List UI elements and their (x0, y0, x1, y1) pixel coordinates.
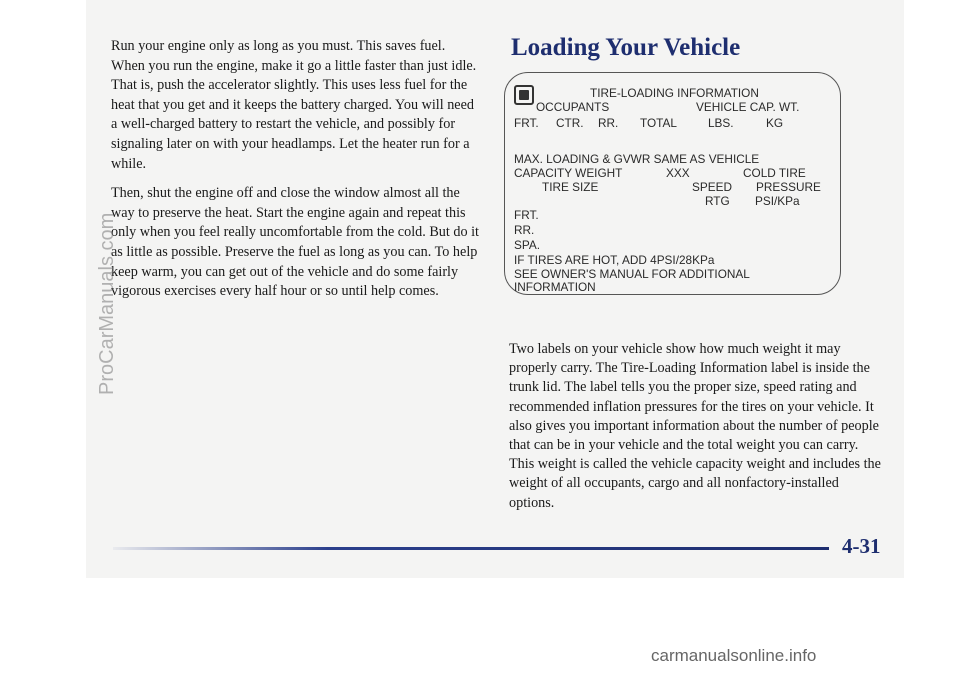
tire-label-icon (514, 85, 534, 105)
label-psi-kpa: PSI/KPa (755, 194, 800, 208)
page-number: 4-31 (842, 534, 881, 558)
label-row-frt: FRT. (514, 208, 539, 222)
label-row-rr: RR. (514, 223, 535, 237)
paragraph-engine: Run your engine only as long as you must. This saves fuel. When you run the engine, make it go a little faster than just idle. That is, push the accelerator slightly. This uses less fuel for the heat that you get and it keeps the battery charged. You will need a well-charged battery to restart the vehicle, and possibly for signaling later on with your headlamps. Let the heater run for a while. (111, 38, 477, 172)
label-title: TIRE-LOADING INFORMATION (590, 86, 759, 100)
label-see-manual: SEE OWNER'S MANUAL FOR ADDITIONAL (514, 267, 750, 281)
label-rtg: RTG (705, 194, 730, 208)
label-tire-size: TIRE SIZE (542, 180, 599, 194)
label-total: TOTAL (640, 116, 677, 130)
side-watermark: ProCarManuals.com (96, 212, 118, 395)
label-cold-tire: COLD TIRE (743, 166, 806, 180)
tire-loading-label (504, 72, 841, 295)
label-frt: FRT. (514, 116, 539, 130)
label-kg: KG (766, 116, 784, 130)
label-rr: RR. (598, 116, 619, 130)
label-lbs: LBS. (708, 116, 734, 130)
bottom-watermark: carmanualsonline.info (651, 646, 817, 665)
label-capacity-weight: CAPACITY WEIGHT (514, 166, 623, 180)
left-column (111, 37, 481, 312)
label-information: INFORMATION (514, 280, 596, 294)
body-paragraph: Two labels on your vehicle show how much weight it may properly carry. The Tire-Loading Information label is inside the trunk lid. The label tells you the proper size, speed rating and recommended inflation pressures for the tires on your vehicle. It also gives you important information about the number of people that can be in your vehicle and the total weight you can carry. This weight is called the vehicle capacity weight and includes the weight of all occupants, cargo and all nonfactory-installed options. (509, 341, 881, 511)
label-pressure: PRESSURE (756, 180, 821, 194)
label-ctr: CTR. (556, 116, 584, 130)
label-max-loading: MAX. LOADING & GVWR SAME AS VEHICLE (514, 152, 760, 166)
label-speed: SPEED (692, 180, 732, 194)
footer-rule (113, 547, 829, 550)
label-xxx: XXX (666, 166, 690, 180)
section-heading: Loading Your Vehicle (511, 34, 741, 61)
label-row-spa: SPA. (514, 238, 541, 252)
label-hot-note: IF TIRES ARE HOT, ADD 4PSI/28KPa (514, 253, 715, 267)
label-vehicle-cap: VEHICLE CAP. WT. (696, 100, 800, 114)
paragraph-shut-engine: Then, shut the engine off and close the window almost all the way to preserve the heat. Start the engine again and repeat this only when you feel really uncomfortable from the cold. But do it as little as possible. Preserve the fuel as long as you can. To help keep warm, you can get out of the vehicle and do some fairly vigorous exercises every half hour or so until help comes. (111, 185, 479, 300)
label-occupants: OCCUPANTS (536, 100, 610, 114)
